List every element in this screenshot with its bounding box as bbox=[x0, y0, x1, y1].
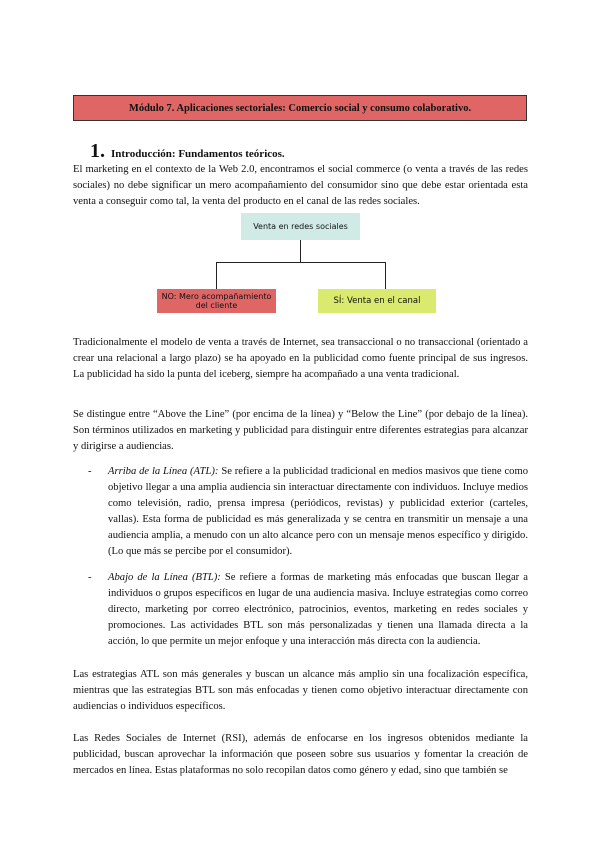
diagram-connector bbox=[385, 262, 386, 290]
paragraph-traditional: Tradicionalmente el modelo de venta a través de Internet, sea transaccional o no transaccional (orientado a crear una relacional a largo plazo) se ha apoyado en la publicidad como fuente principal de sus ingresos. La publicidad ha sido la punta del iceberg, siempre ha acompañado a una venta tradicional. bbox=[73, 337, 528, 380]
section-number: 1. bbox=[90, 140, 105, 162]
bullet-term: Abajo de la Línea (BTL): bbox=[108, 572, 221, 583]
section-heading bbox=[90, 140, 285, 163]
paragraph-intro: El marketing en el contexto de la Web 2.0, encontramos el social commerce (o venta a través de las redes sociales) no debe significar un mero acompañamiento del consumidor sino que debe estar orientada esta venta a conseguir como tal, la venta del producto en el canal de las redes sociales. bbox=[73, 164, 528, 207]
diagram-root-box: Venta en redes sociales bbox=[241, 213, 360, 240]
diagram-connector bbox=[216, 262, 217, 290]
diagram-no-box: NO: Mero acompañamiento del cliente bbox=[157, 289, 276, 313]
paragraph-rsi: Las Redes Sociales de Internet (RSI), además de enfocarse en los ingresos obtenidos mediante la publicidad, buscan aprovechar la información que poseen sobre sus usuarios y fomentar la creación de mercados en línea. Estas plataformas no solo recopilan datos como género y edad, sino que también se bbox=[73, 733, 528, 776]
diagram-connector bbox=[300, 240, 301, 262]
diagram-yes-box: SÍ: Venta en el canal bbox=[318, 289, 436, 313]
bullet-btl: - Abajo de la Línea (BTL): Se refiere a formas de marketing más enfocadas que buscan llegar a individuos o grupos específicos en lugar de una audiencia masiva. Incluye estrategias como correo directo, marketing por correo electrónico, patrocinios, eventos, marketing en redes sociales y promociones. Las actividades BTL son más personalizadas y tienen una llamada directa a la acción, lo que permite un mejor enfoque y una interacción más directa con la audiencia. bbox=[88, 572, 528, 647]
module-title-banner: Módulo 7. Aplicaciones sectoriales: Comercio social y consumo colaborativo. bbox=[73, 95, 527, 121]
paragraph-comparison: Las estrategias ATL son más generales y buscan un alcance más amplio sin una focalización específica, mientras que las estrategias BTL son más enfocadas y tienen como objetivo interactuar directamente con audiencias o individuos específicos. bbox=[73, 669, 528, 712]
section-title: Introducción: Fundamentos teóricos. bbox=[111, 148, 285, 160]
diagram-connector bbox=[216, 262, 385, 263]
bullet-atl: - Arriba de la Línea (ATL): Se refiere a la publicidad tradicional en medios masivos que tiene como objetivo llegar a una amplia audiencia sin interactuar directamente con individuos. Incluye medios como televisión, radio, prensa impresa (periódicos, revistas) y publicidad exterior (carteles, vallas). Esta forma de publicidad es más generalizada y se centra en transmitir un mensaje a una audiencia amplia, a menudo con un alto alcance pero con un mensaje menos específico y dirigido. (Lo que más se percibe por el consumidor). bbox=[88, 466, 528, 557]
bullet-term: Arriba de la Línea (ATL): bbox=[108, 466, 219, 477]
paragraph-atl-btl: Se distingue entre “Above the Line” (por encima de la línea) y “Below the Line” (por debajo de la línea). Son términos utilizados en marketing y publicidad para distinguir entre diferentes estrategias para alcanzar y dirigirse a audiencias. bbox=[73, 409, 528, 452]
